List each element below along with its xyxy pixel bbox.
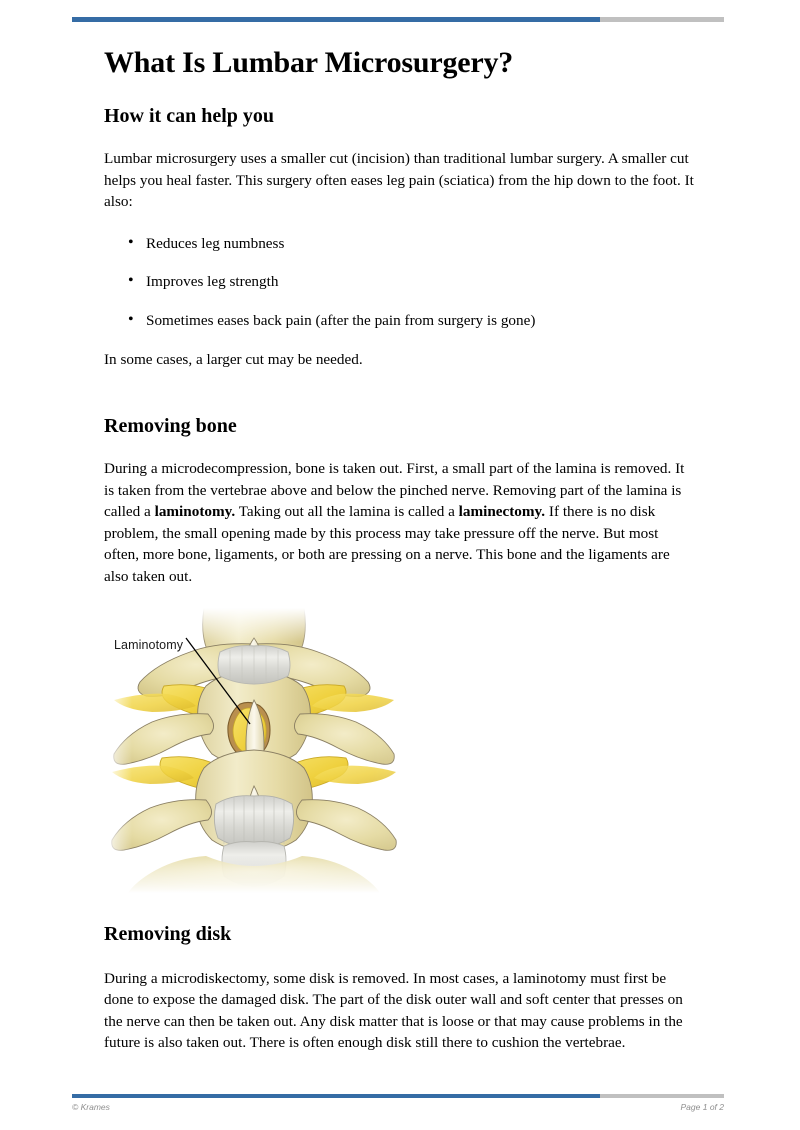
paragraph-segment-1: During a microdecompression, bone is taken out. First, a small part of the lamina is removed. It is taken from the vertebrae above and below the pinched nerve. Removing part of the lamina is called a bbox=[104, 460, 685, 521]
paragraph-help-closing: In some cases, a larger cut may be needed. bbox=[104, 351, 363, 369]
paragraph-removing-bone bbox=[104, 458, 696, 587]
figure-fade-right bbox=[372, 608, 696, 893]
footer-rule-gray-segment bbox=[600, 1094, 724, 1098]
footer-rule-blue-segment bbox=[72, 1094, 600, 1098]
section-heading-removing-disk: Removing disk bbox=[104, 922, 232, 945]
term-laminotomy: laminotomy. bbox=[154, 503, 236, 521]
footer-copyright: © Krames bbox=[72, 1102, 110, 1112]
list-item: • Reduces leg numbness bbox=[104, 233, 696, 255]
figure-laminotomy-illustration bbox=[104, 608, 696, 893]
term-laminectomy: laminectomy. bbox=[458, 503, 546, 521]
header-rule-gray-segment bbox=[600, 17, 724, 22]
header-rule bbox=[72, 17, 724, 22]
paragraph-segment-2: Taking out all the lamina is called a bbox=[235, 503, 459, 521]
section-heading-removing-bone: Removing bone bbox=[104, 415, 237, 438]
paragraph-segment-3: If there is no disk problem, the small opening made by this process may take pressure off the nerve. But most often, more bone, ligaments, or both are pressing on a nerve. This bone and the ligaments are also taken out. bbox=[104, 503, 670, 585]
page-title: What Is Lumbar Microsurgery? bbox=[104, 46, 514, 79]
footer-page-number: Page 1 of 2 bbox=[680, 1102, 724, 1112]
footer-rule bbox=[72, 1094, 724, 1098]
list-item: • Improves leg strength bbox=[104, 271, 696, 293]
spine-illustration-svg bbox=[104, 608, 696, 893]
document-body bbox=[104, 46, 696, 1074]
section-spacer bbox=[104, 391, 696, 415]
benefits-list bbox=[104, 233, 696, 332]
section-heading-how-it-can-help-you: How it can help you bbox=[104, 105, 275, 127]
paragraph-help-intro: Lumbar microsurgery uses a smaller cut (incision) than traditional lumbar surgery. A smaller cut helps you heal faster. This surgery often eases leg pain (sciatica) from the hip down to the foot. It also: bbox=[104, 150, 694, 211]
header-rule-blue-segment bbox=[72, 17, 600, 22]
paragraph-removing-disk: During a microdiskectomy, some disk is removed. In most cases, a laminotomy must first be done to expose the damaged disk. The part of the disk outer wall and soft center that presses on the nerve can then be taken out. Any disk matter that is loose or that may cause problems in the future is also taken out. There is often enough disk still there to cushion the vertebrae. bbox=[104, 969, 683, 1052]
list-item: • Sometimes eases back pain (after the pain from surgery is gone) bbox=[104, 310, 696, 332]
figure-label-laminotomy: Laminotomy bbox=[114, 637, 184, 652]
